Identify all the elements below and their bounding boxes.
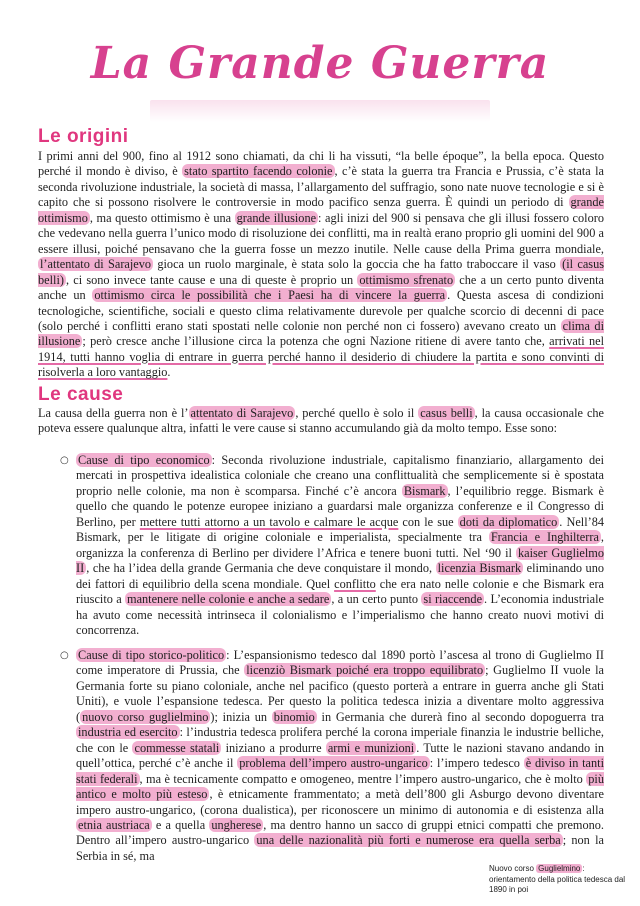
paragraph-cause-intro: La causa della guerra non è l’ attentato di Sarajevo , perché quello è solo il casus belli , la causa occasionale che poteva essere qualunque altra, infatti le vere cause si stanno accumulando già da molto tempo. Esse sono: <box>38 406 605 436</box>
section-heading-origini: Le origini <box>38 126 129 147</box>
highlight: licenziò Bismark poiché era troppo equilibrato <box>246 663 484 678</box>
highlight: stato spartito facendo colonie <box>184 164 333 179</box>
highlight: (il casus belli) <box>38 257 604 287</box>
highlight: è diviso in tanti stati federali <box>76 756 605 786</box>
highlight: ottimismo sfrenato <box>359 272 454 287</box>
bullet-icon: ○ <box>60 455 69 466</box>
highlight: casus belli <box>420 406 473 420</box>
highlight: una delle nazionalità più forti e numerose era quella serba <box>256 833 561 848</box>
highlight: più antico e molto più esteso <box>76 771 604 802</box>
highlight: Cause di tipo storico-politico <box>78 648 225 662</box>
highlight: ottimismo circa le possibilità che i Paesi ha di vincere la guerra <box>94 288 446 303</box>
list-item-economico: Cause di tipo economico : Seconda rivoluzione industriale, capitalismo finanziario, allargamento dei mercati in prospettiva idealistica coloniale che creano una conflittualità che semplicemente si è spostata proprio nelle colonie, ma non è scomparsa. Finché c’è ancora Bismark , l’equilibrio regge. Bismark è quello che quando le potenze europee iniziano a guardarsi male organizza conferenze e il Congresso di Berlino, per mettere tutti attorno a un tavolo e calmare le acque con le sue doti da diplomatico . Nell’84 Bismark, per le litigate di origine coloniale e imperialista, specialmente tra Francia e Inghilterra , organizza la conferenza di Berlino per dividere l’Africa e tenere buoni tutti. Nel ‘90 il kaiser Guglielmo II , che ha l’idea della grande Germania che deve conquistare il mondo, licenzia Bismark eliminando uno dei fattori di equilibrio della scena mondiale. Quel conflitto che era nato nelle colonie e che Bismark era riuscito a mantenere nelle colonie e anche a sedare , a un certo punto si riaccende . L’economia industriale ha avuto come necessità intrinseca il colonialismo e l’imperialismo che hanno creato nuovi motivi di concorrenza. <box>76 453 605 637</box>
highlight: doti da diplomatico <box>459 514 558 529</box>
highlight: Guglielmino <box>538 864 581 873</box>
highlight: problema dell’impero austro-ungarico <box>239 756 428 771</box>
highlight: nuovo corso guglielmino <box>82 709 209 724</box>
bullet-icon: ○ <box>60 650 69 661</box>
side-note: Nuovo corso Guglielmino : orientamento della politica tedesca dal 1890 in poi <box>489 864 626 894</box>
highlight: licenzia Bismark <box>437 561 522 576</box>
highlight: Bismark <box>403 483 446 498</box>
highlight: attentato di Sarajevo <box>190 406 294 420</box>
section-heading-cause: Le cause <box>38 384 124 405</box>
highlight: si riaccende <box>423 592 483 607</box>
title-reflection <box>150 100 490 122</box>
highlight: clima di illusione <box>38 318 604 349</box>
highlight: ungherese <box>211 817 262 832</box>
highlight: mantenere nelle colonie e anche a sedare <box>127 592 330 607</box>
highlight: armi e munizioni <box>327 740 415 755</box>
highlight: etnia austriaca <box>78 817 150 832</box>
highlight: commesse statali <box>134 740 220 755</box>
list-item-storico-politico: Cause di tipo storico-politico : L’espansionismo tedesco dal 1890 portò l’ascesa al trono di Guglielmo II come imperatore di Prussia, che licenziò Bismark poiché era troppo equilibrato ; Guglielmo II vuole la Germania forte su piano coloniale, anche nel pacifico (questo porterà a entrare in guerra anche gli Stati Uniti), e vuole l’espansione tedesca. Per questo la politica tedesca inizia a diventare molto aggressiva ( nuovo corso guglielmino ); inizia un binomio in Germania che durerà fino al secondo dopoguerra tra industria ed esercito : l’industria tedesca prolifera perché la corona imperiale finanzia le industrie belliche, che con le commesse statali iniziano a produrre armi e munizioni . Tutte le nazioni stavano andando in quell’ottica, perché c’è anche il problema dell’impero austro-ungarico : l’impero tedesco è diviso in tanti stati federali , ma è tecnicamente compatto e omogeneo, mentre l’impero austro-ungarico, che è molto più antico e molto più esteso , è etnicamente frammentato; a metà dell’800 gli Asburgo devono diventare impero austro-ungarico, (corona dualistica), per riconoscere un minimo di autonomia e di esistenza alla etnia austriaca e a quella ungherese , ma dentro hanno un sacco di gruppi etnici compatti che premono. Dentro all’impero austro-ungarico una delle nazionalità più forti e numerose era quella serba ; non la Serbia in sé, ma <box>76 648 605 863</box>
highlight: Cause di tipo economico <box>78 453 210 467</box>
page-title: La Grande Guerra <box>90 38 550 89</box>
highlight: l’attentato di Sarajevo <box>40 257 152 272</box>
underline: conflitto <box>334 576 376 591</box>
highlight: industria ed esercito <box>78 725 178 740</box>
underline: arrivati nel 1914, tutti hanno voglia di entrare in guerra perché hanno il desiderio di chiudere la partita e sono convinti di risolverla a loro vantaggio <box>38 334 604 380</box>
highlight: kaiser Guglielmo II <box>76 545 604 576</box>
highlight: grande illusione <box>236 210 317 225</box>
highlight: Francia e Inghilterra <box>490 530 599 545</box>
highlight: binomio <box>273 709 315 724</box>
underline: mettere tutti attorno a un tavolo e calmare le acque <box>139 514 399 529</box>
highlight: grande ottimismo <box>38 195 604 225</box>
paragraph-origini: I primi anni del 900, fino al 1912 sono chiamati, da chi li ha vissuti, “la belle époque”, la bella epoca. Questo perché il mondo è diviso, è stato spartito facendo colonie , c’è stata la guerra tra Francia e Prussia, c’è stata la seconda rivoluzione industriale, la società di massa, l’allargamento del suffragio, sono nate nuove tecnologie e si è capito che si possono risolvere le controversie in modo pacifico senza guerra. È quindi un periodo di grande ottimismo , ma questo ottimismo è una grande illusione : agli inizi del 900 si pensava che gli illusi fossero coloro che vedevano nella guerra l’unico modo di risoluzione dei conflitti, ma in realtà erano proprio gli uomini del 900 a essere illusi, poiché pensavano che la guerra fosse un mezzo inutile. Nelle cause della Prima guerra mondiale, l’attentato di Sarajevo gioca un ruolo marginale, è stata solo la goccia che ha fatto traboccare il vaso (il casus belli) , ci sono invece tante cause e una di queste è proprio un ottimismo sfrenato che a un certo punto diventa anche un ottimismo circa le possibilità che i Paesi ha di vincere la guerra . Questa ascesa di condizioni tecnologiche, scientifiche, sociali e questo clima relativamente durevole per qualche scorcio di decenni di pace (solo perché i conflitti erano stati spostati nelle colonie non perché non ci fossero) avevano creato un clima di illusione ; però cresce anche l’illusione circa la potenza che ogni Nazione ritiene di avere tanto che, arrivati nel 1914, tutti hanno voglia di entrare in guerra perché hanno il desiderio di chiudere la partita e sono convinti di risolverla a loro vantaggio. <box>38 149 604 380</box>
